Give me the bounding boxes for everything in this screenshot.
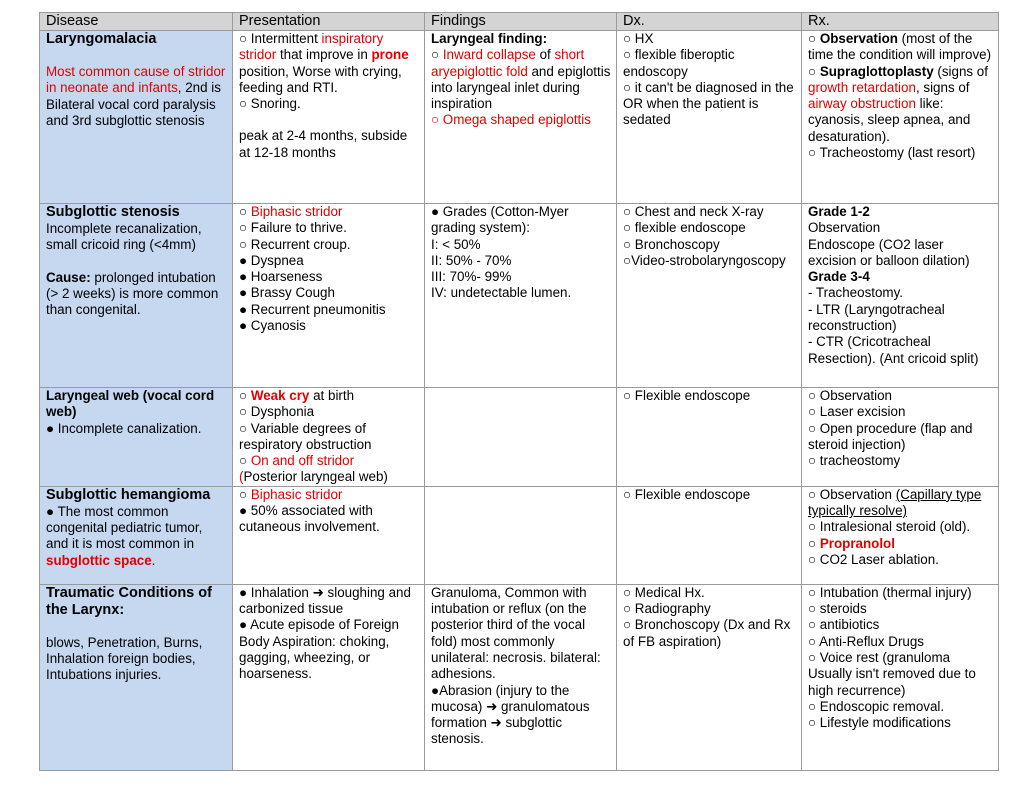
header-presentation: Presentation [233,13,425,31]
findings-cell: ● Grades (Cotton-Myer grading system): I: < 50% II: 50% - 70% III: 70%- 99% IV: undetectable lumen. [425,204,617,388]
findings-cell: Laryngeal finding: ○ Inward collapse of short aryepiglottic fold and epiglottis into laryngeal inlet during inspiration ○ Omega shaped epiglottis [425,31,617,204]
rx-cell: ○ Intubation (thermal injury) ○ steroids ○ antibiotics ○ Anti-Reflux Drugs ○ Voice rest (granuloma Usually isn't removed due to high recurrence) ○ Endoscopic removal. ○ Lifestyle modifications [802,584,999,770]
header-rx: Rx. [802,13,999,31]
table-row [40,31,999,204]
dx-cell: ○ Medical Hx. ○ Radiography ○ Bronchoscopy (Dx and Rx of FB aspiration) [617,584,802,770]
disease-table [39,12,999,771]
disease-name: Subglottic stenosis [46,204,180,220]
disease-cell: Traumatic Conditions of the Larynx: blows, Penetration, Burns, Inhalation foreign bodies, Intubations injuries. [40,584,233,770]
dx-cell: ○ HX ○ flexible fiberoptic endoscopy ○ it can't be diagnosed in the OR when the patient is sedated [617,31,802,204]
disease-cell: Laryngeal web (vocal cord web) ● Incomplete canalization. [40,388,233,487]
disease-name: Laryngomalacia [46,31,157,47]
table-row [40,584,999,770]
findings-cell [425,486,617,584]
dx-cell: ○ Flexible endoscope [617,388,802,487]
dx-cell: ○ Flexible endoscope [617,486,802,584]
presentation-cell: ○ Weak cry at birth ○ Dysphonia ○ Variable degrees of respiratory obstruction ○ On and off stridor (Posterior laryngeal web) [233,388,425,487]
table-row [40,486,999,584]
header-findings: Findings [425,13,617,31]
disease-cell: Subglottic hemangioma ● The most common congenital pediatric tumor, and it is most common in subglottic space. [40,486,233,584]
disease-name: Laryngeal web (vocal cord web) [46,388,215,420]
rx-cell: ○ Observation (Capillary type typically resolve) ○ Intralesional steroid (old). ○ Propranolol ○ CO2 Laser ablation. [802,486,999,584]
presentation-cell: ○ Intermittent inspiratory stridor that improve in prone position, Worse with crying, feeding and RTI. ○ Snoring. peak at 2-4 months, subside at 12-18 months [233,31,425,204]
header-dx: Dx. [617,13,802,31]
dx-cell: ○ Chest and neck X-ray ○ flexible endoscope ○ Bronchoscopy ○Video-strobolaryngoscopy [617,204,802,388]
disease-cell [40,31,233,204]
presentation-cell: ● Inhalation ➜ sloughing and carbonized tissue ● Acute episode of Foreign Body Aspiration: choking, gagging, wheezing, or hoarseness. [233,584,425,770]
findings-cell: Granuloma, Common with intubation or reflux (on the posterior third of the vocal fold) most commonly unilateral: necrosis. bilateral: adhesions. ●Abrasion (injury to the mucosa) ➜ granulomatous formation ➜ subglottic stenosis. [425,584,617,770]
findings-cell [425,388,617,487]
table-row [40,388,999,487]
rx-cell: ○ Observation ○ Laser excision ○ Open procedure (flap and steroid injection) ○ tracheostomy [802,388,999,487]
disease-description: Most common cause of stridor in neonate and infants, 2nd is Bilateral vocal cord paralysis and 3rd subglottic stenosis [46,64,226,128]
table-header-row [40,13,999,31]
header-disease: Disease [40,13,233,31]
presentation-cell: ○ Biphasic stridor ○ Failure to thrive. ○ Recurrent croup. ● Dyspnea ● Hoarseness ● Brassy Cough ● Recurrent pneumonitis ● Cyanosis [233,204,425,388]
disease-name: Subglottic hemangioma [46,486,211,503]
disease-cell: Subglottic stenosis Incomplete recanalization, small cricoid ring (<4mm) Cause: prolonged intubation (> 2 weeks) is more common than congenital. [40,204,233,388]
rx-cell: ○ Observation (most of the time the condition will improve) ○ Supraglottoplasty (signs of growth retardation, signs of airway obstruction like: cyanosis, sleep apnea, and desaturation). ○ Tracheostomy (last resort) [802,31,999,204]
rx-cell: Grade 1-2 Observation Endoscope (CO2 laser excision or balloon dilation) Grade 3-4 - Tracheostomy. - LTR (Laryngotracheal reconstruction) - CTR (Cricotracheal Resection). (Ant cricoid split) [802,204,999,388]
presentation-cell: ○ Biphasic stridor ● 50% associated with cutaneous involvement. [233,486,425,584]
disease-name: Traumatic Conditions of the Larynx: [46,584,212,618]
table-row [40,204,999,388]
